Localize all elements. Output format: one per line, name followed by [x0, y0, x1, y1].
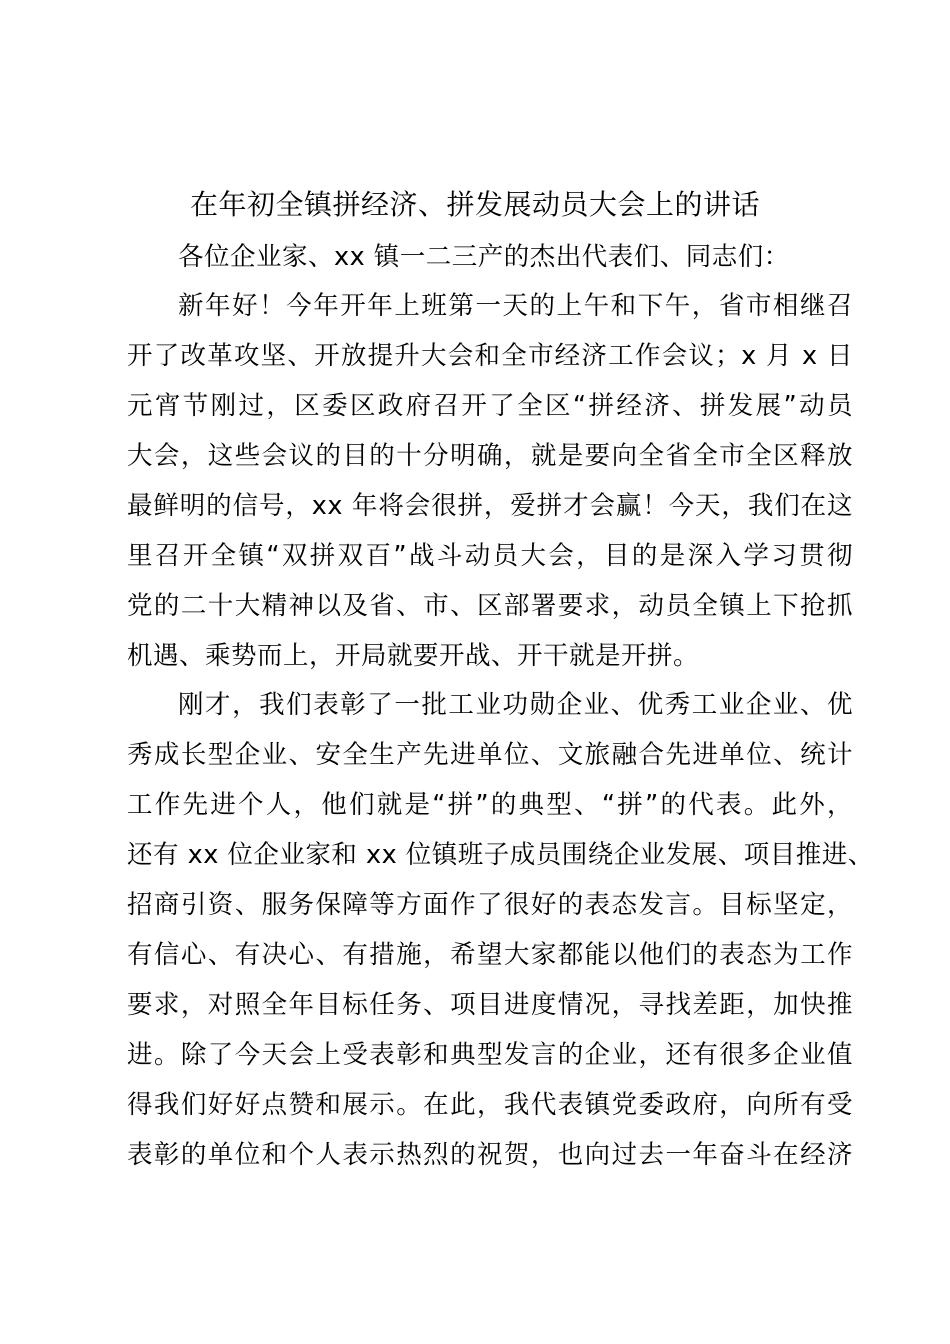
paragraph-1-line: 新年好！今年开年上班第一天的上午和下午，省市相继召: [178, 291, 853, 321]
paragraph-2-line: 工作先进个人，他们就是“拼”的典型、“拼”的代表。此外，: [127, 790, 853, 820]
paragraph-2-line: 还有 xx 位企业家和 xx 位镇班子成员围绕企业发展、项目推进、: [127, 840, 874, 870]
paragraph-2-line: 进。除了今天会上受表彰和典型发言的企业，还有很多企业值: [127, 1040, 853, 1070]
paragraph-2-line: 有信心、有决心、有措施，希望大家都能以他们的表态为工作: [127, 940, 853, 970]
paragraph-1-line: 开了改革攻坚、开放提升大会和全市经济工作会议；x 月 x 日: [127, 341, 853, 371]
paragraph-1-line: 里召开全镇“双拼双百”战斗动员大会，目的是深入学习贯彻: [127, 541, 853, 571]
paragraph-2-line: 得我们好好点赞和展示。在此，我代表镇党委政府，向所有受: [127, 1090, 853, 1120]
paragraph-2-line: 表彰的单位和个人表示热烈的祝贺，也向过去一年奋斗在经济: [127, 1140, 853, 1170]
salutation: 各位企业家、xx 镇一二三产的杰出代表们、同志们：: [178, 242, 790, 272]
paragraph-1-line: 最鲜明的信号，xx 年将会很拼，爱拼才会赢！今天，我们在这: [127, 491, 853, 521]
paragraph-1-line: 元宵节刚过，区委区政府召开了全区“拼经济、拼发展”动员: [127, 391, 853, 421]
paragraph-1-line: 机遇、乘势而上，开局就要开战、开干就是开拼。: [127, 641, 700, 671]
paragraph-1-line: 党的二十大精神以及省、市、区部署要求，动员全镇上下抢抓: [127, 591, 853, 621]
paragraph-1-line: 大会，这些会议的目的十分明确，就是要向全省全市全区释放: [127, 441, 853, 471]
paragraph-2-line: 招商引资、服务保障等方面作了很好的表态发言。目标坚定，: [127, 890, 853, 920]
paragraph-2-line: 要求，对照全年目标任务、项目进度情况，寻找差距，加快推: [127, 990, 853, 1020]
document-title: 在年初全镇拼经济、拼发展动员大会上的讲话: [189, 188, 760, 221]
paragraph-2-line: 刚才，我们表彰了一批工业功勋企业、优秀工业企业、优: [178, 690, 853, 720]
paragraph-2-line: 秀成长型企业、安全生产先进单位、文旅融合先进单位、统计: [127, 740, 853, 770]
